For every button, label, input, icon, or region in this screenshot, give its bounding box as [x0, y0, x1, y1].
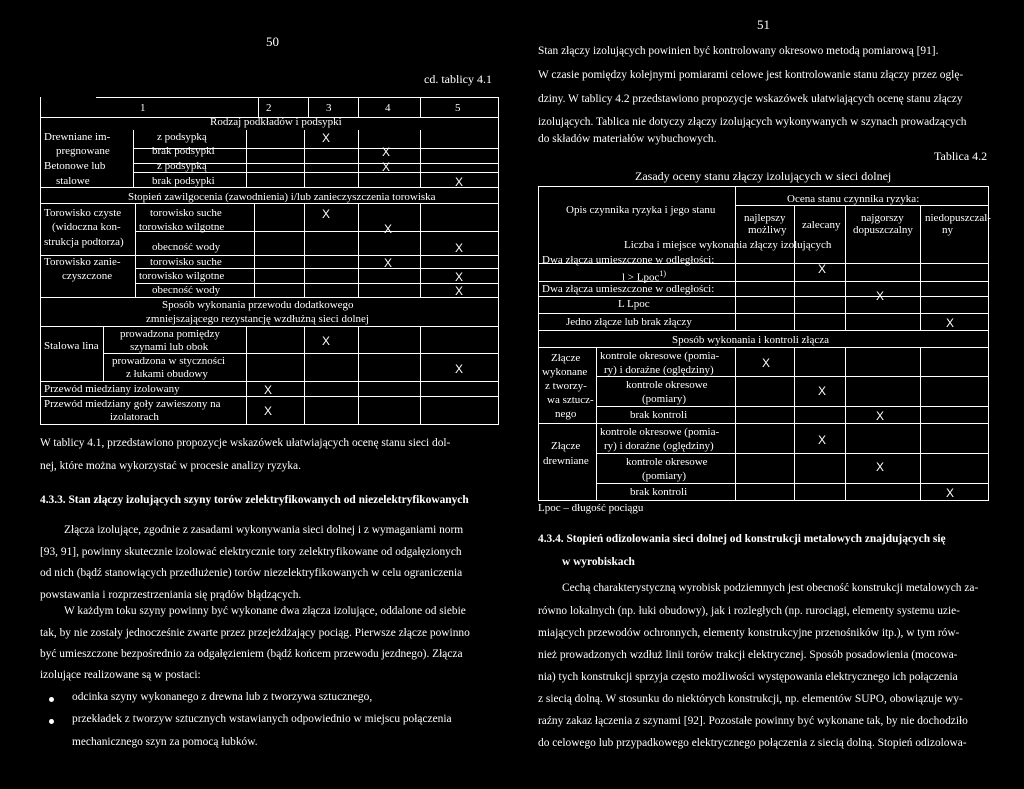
- formula-1: l > Lpoc$^{1)}$: [622, 269, 667, 284]
- mark-x: X: [946, 316, 955, 330]
- obecnosc-wody-2: obecność wody: [152, 284, 221, 296]
- bullet-item: mechanicznego szyn za pomocą łubków.: [72, 736, 258, 748]
- zalecany: zalecany: [802, 219, 841, 231]
- opis-header: Opis czynnika ryzyka i jego stanu: [566, 204, 716, 216]
- mark-x: X: [876, 409, 885, 423]
- mark-x: X: [382, 145, 391, 159]
- mark-x: X: [322, 131, 331, 145]
- sposob-header: Sposób wykonania i kontroli złącza: [672, 334, 830, 346]
- zlacze-tw-d: wa sztucz-: [547, 394, 594, 406]
- kontrole-2a: kontrole okresowe: [626, 379, 708, 391]
- page-number-left: 50: [266, 34, 279, 49]
- mark-x: X: [264, 383, 273, 397]
- bullet-dot: [49, 697, 54, 702]
- liczba-header: Liczba i miejsce wykonania złączy izolujących: [624, 239, 832, 251]
- przewod-goly-b: izolatorach: [110, 411, 159, 423]
- formula-2: L Lpoc: [618, 298, 650, 310]
- kontrole-4b: (pomiary): [642, 470, 686, 482]
- mark-x: X: [382, 160, 391, 174]
- brak-kontroli-1: brak kontroli: [630, 409, 688, 421]
- brak-podsypki-1: brak podsypki: [152, 145, 215, 157]
- zlacze-dr-a: Złącze: [551, 440, 581, 452]
- paragraph-line: z siecią dolną. W stosunku do niektórych konstrukcji, np. elementów SUPO, obowiązuje wy-: [538, 693, 963, 705]
- czyste-b: (widoczna kon-: [52, 221, 121, 233]
- col-num-2: 2: [266, 102, 272, 114]
- mark-x: X: [818, 384, 827, 398]
- niedopuszczalny-a: niedopuszczal-: [925, 212, 991, 224]
- footnote: Lpoc – długość pociągu: [538, 502, 644, 514]
- najgorszy-a: najgorszy: [861, 212, 904, 224]
- row-drewniane-a: Drewniane im-: [44, 131, 111, 143]
- mark-x: X: [384, 222, 393, 236]
- paragraph-line: równo lokalnych (np. łuki obudowy), jak i rozległych (np. rurociągi, elementy systemu uzie-: [538, 605, 960, 617]
- paragraph-line: [93, 91], powinny skutecznie izolować elektrycznie tory zelektryfikowane od odgałęzionych: [40, 546, 462, 558]
- zlacze-tw-a: Złącze: [551, 352, 581, 364]
- najlepszy-b: możliwy: [748, 224, 787, 236]
- paragraph-line: nej, które można wykorzystać w procesie analizy ryzyka.: [40, 460, 301, 472]
- kontrole-1a: kontrole okresowe (pomia-: [600, 350, 720, 362]
- mark-x: X: [322, 334, 331, 348]
- prowadzona-d: z łukami obudowy: [126, 368, 208, 380]
- mark-x: X: [455, 362, 464, 376]
- row-drewniane-b: pregnowane: [56, 145, 110, 157]
- col-num-3: 3: [326, 102, 332, 114]
- zanieczyszczone-a: Torowisko zanie-: [44, 256, 121, 268]
- najgorszy-b: dopuszczalny: [853, 224, 913, 236]
- sposob-b: zmniejszającego rezystancję wzdłużną sieci dolnej: [146, 313, 369, 325]
- prowadzona-a: prowadzona pomiędzy: [120, 328, 220, 340]
- z-podsypka-2: z podsypką: [157, 160, 207, 172]
- mark-x: X: [876, 289, 885, 303]
- zlacze-tw-e: nego: [555, 408, 577, 420]
- paragraph-line: być umieszczone bezpośrednio za odgałęzieniem (bądź końcem przewodu jezdnego). Złącza: [40, 648, 463, 660]
- paragraph-line: W każdym toku szyny powinny być wykonane dwa złącza izolujące, oddalone od siebie: [64, 605, 466, 617]
- paragraph-line: nia) tych konstrukcji sprzyja często możliwości występowania elektrycznego ich połączenia: [538, 671, 958, 683]
- niedopuszczalny-b: ny: [942, 224, 953, 236]
- najlepszy-a: najlepszy: [744, 212, 786, 224]
- paragraph-line: tak, by nie zostały jednocześnie zwarte przez przejeżdżający pociąg. Pierwsze złącze powinno: [40, 627, 470, 639]
- zlacze-dr-b: drewniane: [543, 455, 589, 467]
- paragraph-line: do celowego lub przypadkowego elektrycznego połączenia z siecią dolną. Stopień odizolowa-: [538, 737, 967, 749]
- paragraph-line: powstawania i rozprzestrzeniania się prądów błądzących.: [40, 589, 302, 601]
- jedno-zlacze: Jedno złącze lub brak złączy: [566, 316, 692, 328]
- sposob-a: Sposób wykonania przewodu dodatkowego: [162, 299, 354, 311]
- mark-x: X: [762, 356, 771, 370]
- torowisko-suche-2: torowisko suche: [150, 256, 222, 268]
- stopien-header: Stopień zawilgocenia (zawodnienia) i/lub zanieczyszczenia torowiska: [128, 191, 436, 203]
- przewod-izolowany: Przewód miedziany izolowany: [44, 383, 180, 395]
- paragraph-line: do składów materiałów wybuchowych.: [538, 133, 717, 145]
- row-betonowe-a: Betonowe lub: [44, 160, 106, 172]
- paragraph-line: nież prowadzonych wzdłuż linii torów trakcji elektrycznej. Sposób posadowienia (mocowa-: [538, 649, 958, 661]
- bullet-item: przekładek z tworzyw sztucznych wstawianych odpowiednio w miejscu połączenia: [72, 713, 452, 725]
- mark-x: X: [876, 460, 885, 474]
- brak-podsypki-2: brak podsypki: [152, 175, 215, 187]
- brak-kontroli-2: brak kontroli: [630, 486, 688, 498]
- paragraph-line: W tablicy 4.1, przedstawiono propozycje wskazówek ułatwiających ocenę stanu sieci dol-: [40, 437, 451, 449]
- mark-x: X: [384, 256, 393, 270]
- kontrole-4a: kontrole okresowe: [626, 456, 708, 468]
- dwa-zlacza-1: Dwa złącza umieszczone w odległości:: [542, 254, 715, 266]
- zlacze-tw-c: z tworzy-: [545, 380, 587, 392]
- mark-x: X: [818, 433, 827, 447]
- paragraph-line: dziny. W tablicy 4.2 przedstawiono propozycje wskazówek ułatwiających ocenę stanu złączy: [538, 93, 963, 105]
- prowadzona-c: prowadzona w styczności: [112, 355, 226, 367]
- zanieczyszczone-b: czyszczone: [62, 270, 113, 282]
- section-heading-4-3-4: 4.3.4. Stopień odizolowania sieci dolnej od konstrukcji metalowych znajdujących się: [538, 533, 946, 545]
- section-heading-4-3-4-cont: w wyrobiskach: [562, 556, 635, 568]
- z-podsypka-1: z podsypką: [157, 131, 207, 143]
- col-num-1: 1: [140, 102, 146, 114]
- table-label: Tablica 4.2: [934, 149, 988, 163]
- paragraph-line: izolujące realizowane są w postaci:: [40, 669, 201, 681]
- zlacze-tw-b: wykonane: [542, 366, 588, 378]
- obecnosc-wody-1: obecność wody: [152, 241, 221, 253]
- czyste-a: Torowisko czyste: [44, 207, 122, 219]
- paragraph-line: izolujących. Tablica nie dotyczy złączy izolujących wykonywanych w szynach prowadzących: [538, 116, 967, 128]
- paragraph-line: Cechą charakterystyczną wyrobisk podziemnych jest obecność konstrukcji metalowych za-: [562, 582, 979, 594]
- paragraph-line: Stan złączy izolujących powinien być kontrolowany okresowo metodą pomiarową [91].: [538, 45, 939, 57]
- mark-x: X: [818, 262, 827, 276]
- paragraph-line: W czasie pomiędzy kolejnymi pomiarami celowe jest kontrolowanie stanu złączy przez oglę-: [538, 69, 964, 81]
- mark-x: X: [455, 284, 464, 298]
- ocena-header: Ocena stanu czynnika ryzyka:: [787, 193, 920, 205]
- torowisko-wilgotne-1: torowisko wilgotne: [139, 221, 225, 233]
- paragraph-line: od nich (bądź stanowiących przedłużenie) torów niezelektryfikowanych w celu ograniczenia: [40, 567, 463, 579]
- mark-x: X: [264, 404, 273, 418]
- czyste-c: strukcja podtorza): [44, 236, 124, 248]
- dwa-zlacza-2: Dwa złącza umieszczone w odległości:: [542, 283, 715, 295]
- torowisko-suche-1: torowisko suche: [150, 207, 222, 219]
- prowadzona-b: szynami lub obok: [130, 341, 209, 353]
- torowisko-wilgotne-2: torowisko wilgotne: [139, 270, 225, 282]
- kontrole-3a: kontrole okresowe (pomia-: [600, 426, 720, 438]
- przewod-goly-a: Przewód miedziany goły zawieszony na: [44, 398, 221, 410]
- mark-x: X: [455, 241, 464, 255]
- paragraph-line: Złącza izolujące, zgodnie z zasadami wykonywania sieci dolnej i z wymaganiami norm: [64, 524, 464, 536]
- mark-x: X: [455, 175, 464, 189]
- mark-x: X: [455, 270, 464, 284]
- col-num-5: 5: [455, 102, 461, 114]
- col-num-4: 4: [385, 102, 391, 114]
- bullet-item: odcinka szyny wykonanego z drewna lub z tworzywa sztucznego,: [72, 691, 373, 703]
- rodzaj-header: Rodzaj podkładów i podsypki: [210, 116, 342, 128]
- bullet-dot: [49, 719, 54, 724]
- row-betonowe-b: stalowe: [56, 175, 90, 187]
- page-number-right: 51: [757, 17, 770, 32]
- section-heading-4-3-3: 4.3.3. Stan złączy izolujących szyny torów zelektryfikowanych od niezelektryfikowanych: [40, 494, 469, 506]
- mark-x: X: [946, 486, 955, 500]
- kontrole-3b: ry) i doraźne (oględziny): [604, 440, 714, 452]
- paragraph-line: miających przewodów ochronnych, elementy konstrukcyjne przenośników itp.), w tym rów-: [538, 627, 960, 639]
- mark-x: X: [322, 207, 331, 221]
- stalowa-lina: Stalowa lina: [44, 340, 99, 352]
- table-title: Zasady oceny stanu złączy izolujących w sieci dolnej: [635, 169, 892, 183]
- kontrole-2b: (pomiary): [642, 393, 686, 405]
- kontrole-1b: ry) i doraźne (oględziny): [604, 364, 714, 376]
- paragraph-line: raźny zakaz łączenia z szynami [92]. Pozostałe powinny być wykonane tak, by nie dochodziło: [538, 715, 968, 727]
- table-continuation: cd. tablicy 4.1: [424, 72, 492, 86]
